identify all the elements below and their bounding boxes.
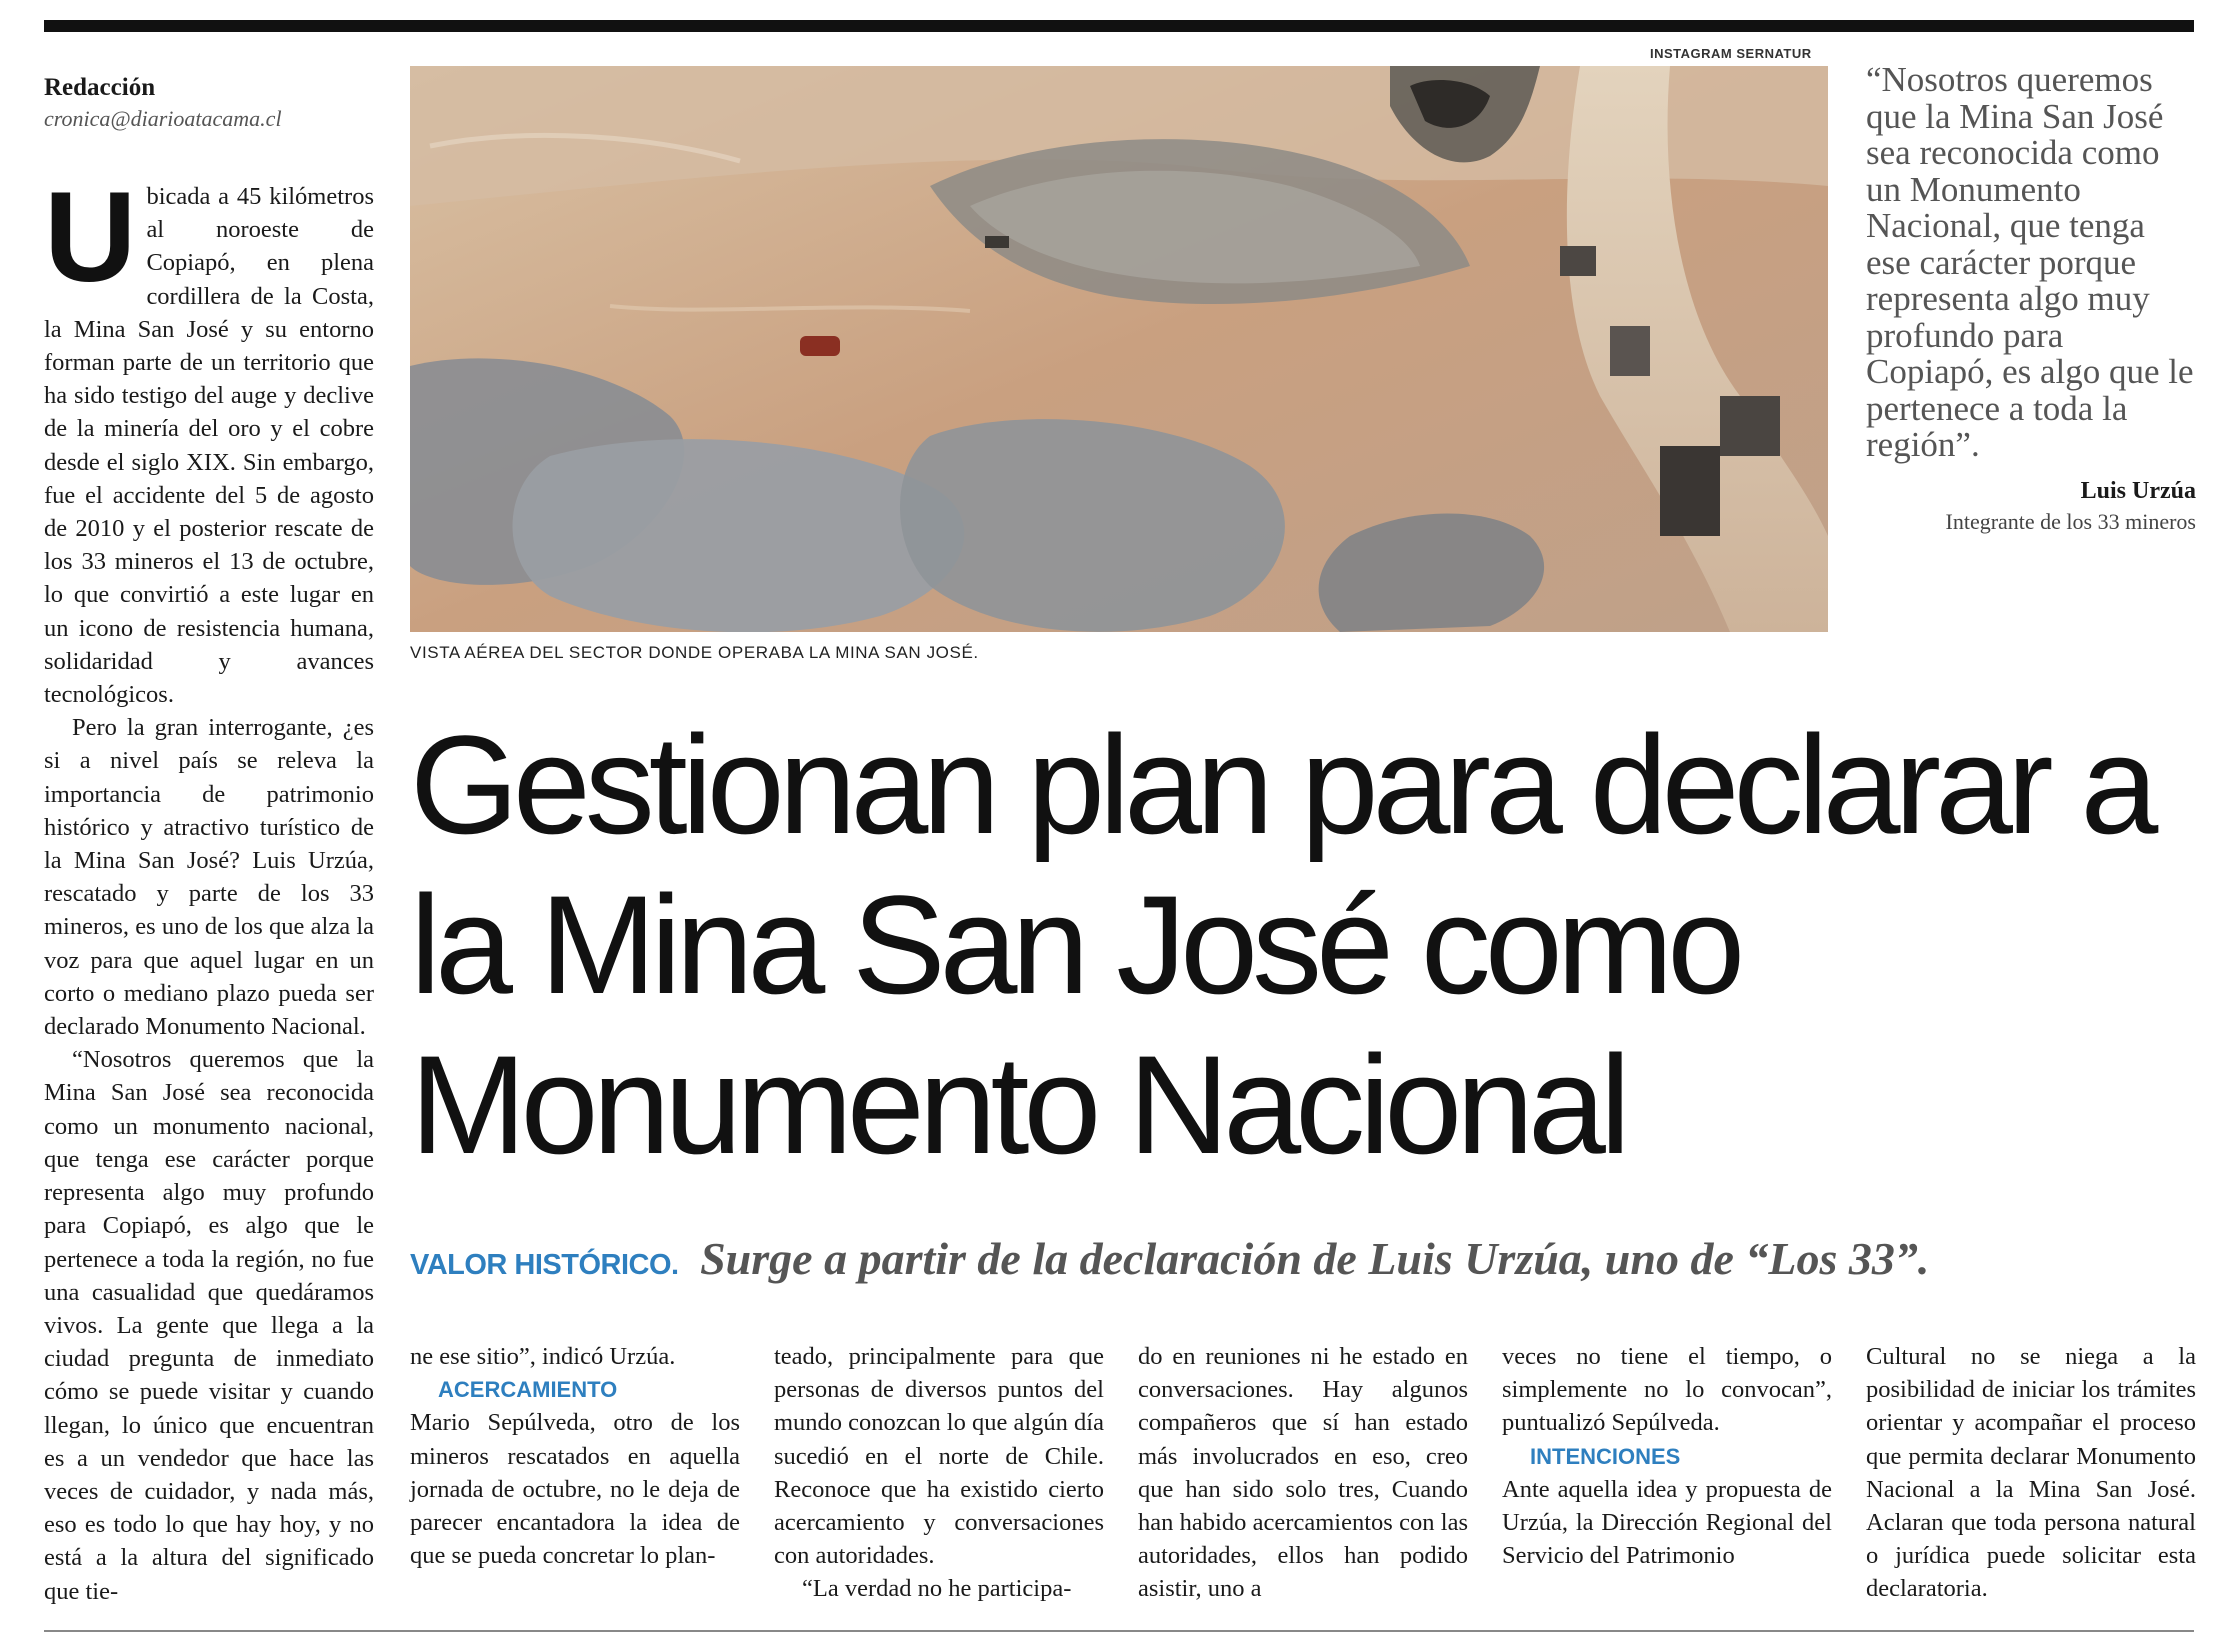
column-4-paragraph-2: Ante aquella idea y propuesta de Urzúa, la Dirección Regional del Servicio del Patrimonio	[1502, 1475, 1832, 1570]
body-column-3	[1138, 1340, 1468, 1606]
bottom-rule	[44, 1630, 2194, 1632]
body-column-4	[1502, 1340, 1832, 1572]
deck-kicker: VALOR HISTÓRICO.	[410, 1249, 679, 1281]
pull-quote-author: Luis Urzúa	[2080, 477, 2196, 504]
column-3-paragraph-1: do en reuniones ni he estado en conversaciones. Hay algunos compañeros que sí han estado más involucrados en eso, creo que han sido solo tres, Cuando han habido acercamientos con las autoridades, ellos han podido asistir, uno a	[1138, 1343, 1468, 1603]
dropcap: U	[44, 166, 137, 309]
deck	[410, 1232, 2210, 1285]
byline	[44, 74, 374, 132]
body-column-5	[1866, 1340, 2196, 1606]
headline: Gestionan plan para declarar a la Mina San José como Monumento Nacional	[410, 706, 2153, 1183]
column-1-paragraph-1: ne ese sitio”, indicó Urzúa.	[410, 1343, 676, 1370]
deck-text: Surge a partir de la declaración de Luis Urzúa, uno de “Los 33”.	[700, 1233, 1930, 1284]
pull-quote-role: Integrante de los 33 mineros	[1945, 508, 2196, 534]
left-paragraph-2: Pero la gran interrogante, ¿es si a nivel país se releva la importancia de patrimonio histórico y atractivo turístico de la Mina San José? Luis Urzúa, rescatado y parte de los 33 mineros, es uno de los que alza la voz para que aquel lugar en un corto o mediano plazo pueda ser declarado Monumento Nacional.	[44, 714, 374, 1041]
aerial-photo-illustration	[410, 66, 1828, 632]
column-1-paragraph-2: Mario Sepúlveda, otro de los mineros rescatados en aquella jornada de octubre, no le deja de parecer encantadora la idea de que se pueda concretar lo plan-	[410, 1409, 740, 1570]
column-2-paragraph-2: “La verdad no he participa-	[802, 1575, 1072, 1603]
column-5-paragraph-1: Cultural no se niega a la posibilidad de iniciar los trámites orientar y acompañar el proceso que permita declarar Monumento Nacional a la Mina San José. Aclaran que toda persona natural o jurídica puede solicitar esta declaratoria.	[1866, 1343, 2196, 1603]
left-paragraph-3: “Nosotros queremos que la Mina San José sea reconocida como un monumento nacional, que tenga ese carácter porque representa algo muy profundo para Copiapó, es algo que le pertenece a toda la región, no fue una casualidad que quedáramos vivos. La gente que llega a la ciudad pregunta de inmediato cómo se puede visitar y cuando llegan, lo único que encuentran es a un vendedor que hace las veces de cuidador, y nada más, eso es todo lo que hay hoy, y no está a la altura del significado que tie-	[44, 1046, 374, 1605]
subhead-acercamiento: ACERCAMIENTO	[438, 1377, 618, 1403]
pull-quote	[1866, 62, 2196, 535]
photo-credit: INSTAGRAM SERNATUR	[1650, 46, 1812, 61]
byline-name: Redacción	[44, 74, 156, 101]
body-column-2	[774, 1340, 1104, 1606]
photo-caption: VISTA AÉREA DEL SECTOR DONDE OPERABA LA MINA SAN JOSÉ.	[410, 643, 979, 662]
pull-quote-text: “Nosotros queremos que la Mina San José sea reconocida como un Monumento Nacional, que tenga ese carácter porque representa algo muy profundo para Copiapó, es algo que le pertenece a toda la región”.	[1866, 60, 2194, 464]
left-column	[44, 166, 374, 1608]
left-paragraph-1: bicada a 45 kilómetros al noroeste de Copiapó, en plena cordillera de la Costa, la Mina San José y su entorno forman parte de un territorio que ha sido testigo del auge y declive de la minería del oro y el cobre desde el siglo XIX. Sin embargo, fue el accidente del 5 de agosto de 2010 y el posterior rescate de los 33 mineros el 13 de octubre, lo que convirtió a este lugar en un icono de resistencia humana, solidaridad y avances tecnológicos.	[44, 183, 374, 709]
aerial-photo	[410, 66, 1828, 632]
top-rule	[44, 20, 2194, 32]
column-4-paragraph-1: veces no tiene el tiempo, o simplemente no lo convocan”, puntualizó Sepúlveda.	[1502, 1343, 1832, 1437]
byline-email: cronica@diarioatacama.cl	[44, 106, 282, 131]
body-column-1	[410, 1340, 740, 1572]
subhead-intenciones: INTENCIONES	[1530, 1443, 1681, 1469]
column-2-paragraph-1: teado, principalmente para que personas de diversos puntos del mundo conozcan lo que algún día sucedió en el norte de Chile. Reconoce que ha existido cierto acercamiento y conversaciones con autoridades.	[774, 1343, 1104, 1570]
